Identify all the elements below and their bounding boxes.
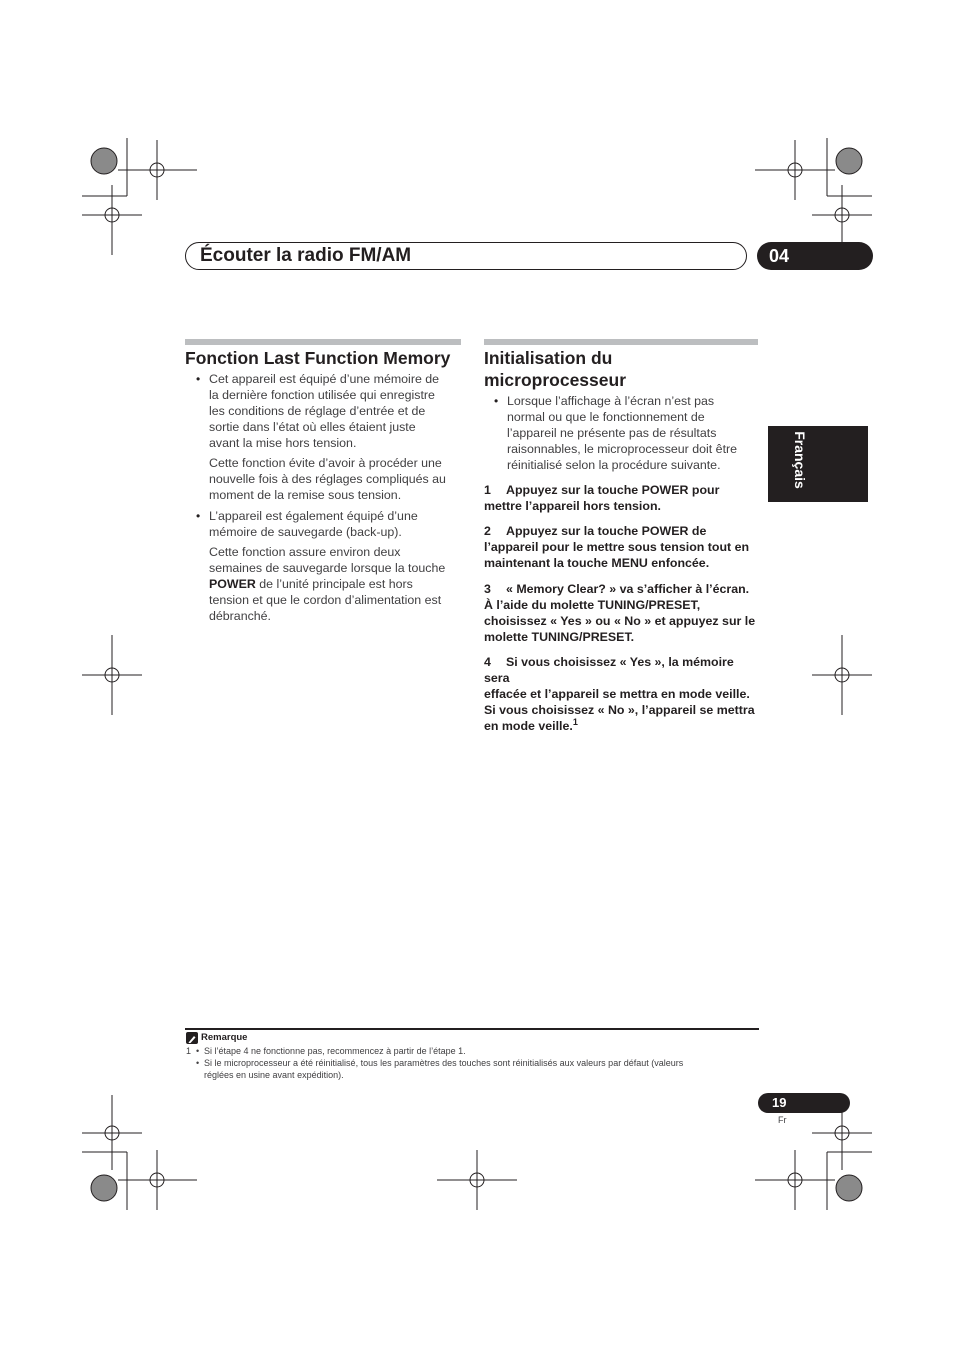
step-4 bbox=[484, 654, 758, 734]
chapter-number-badge: 04 bbox=[757, 242, 873, 270]
footnote-ref[interactable]: 1 bbox=[572, 716, 578, 727]
text-line: normal ou que le fonctionnement de bbox=[507, 410, 705, 424]
text-line: Lorsque l’affichage à l’écran n’est pas bbox=[507, 394, 715, 408]
text-line: Cette fonction assure environ deux bbox=[209, 545, 401, 559]
text-line: Appuyez sur la touche POWER de bbox=[506, 524, 707, 538]
bullet-dot: • bbox=[196, 372, 201, 386]
bullet-reset-intro bbox=[507, 393, 761, 473]
section-rule-left bbox=[185, 339, 461, 345]
page-number: 19 bbox=[758, 1093, 850, 1113]
section-title-line1: Initialisation du bbox=[484, 348, 613, 368]
text-line: débranché. bbox=[209, 609, 272, 623]
bullet-last-function bbox=[209, 371, 465, 451]
text-line: Cet appareil est équipé d’une mémoire de bbox=[209, 372, 440, 386]
section-title-last-function-memory: Fonction Last Function Memory bbox=[185, 348, 451, 368]
text-line: Si vous choisissez « No », l’appareil se mettra bbox=[484, 703, 755, 717]
text-line: nouvelle fois à des réglages compliqués au bbox=[209, 472, 446, 486]
footnote-item-2-cont: réglées en usine avant expédition). bbox=[204, 1070, 344, 1080]
step-1 bbox=[484, 482, 758, 514]
bullet-dot: • bbox=[494, 394, 499, 408]
bullet-dot: • bbox=[196, 509, 201, 523]
text-line: raisonnables, le microprocesseur doit être bbox=[507, 442, 738, 456]
text-line: mémoire de sauvegarde (back-up). bbox=[209, 525, 402, 539]
text-line: mettre l’appareil hors tension. bbox=[484, 499, 661, 513]
text-line: maintenant la touche MENU enfoncée. bbox=[484, 556, 710, 570]
footnote-item-2: Si le microprocesseur a été réinitialisé, tous les paramètres des touches sont réinitialisés aux valeurs par défaut (valeurs bbox=[204, 1058, 684, 1068]
text-line: « Memory Clear? » va s’afficher à l’écran. bbox=[506, 582, 750, 596]
footnote-item-1: Si l’étape 4 ne fonctionne pas, recommencez à partir de l’étape 1. bbox=[204, 1046, 466, 1056]
text-line: sortie dans l’état où elles étaient juste bbox=[209, 420, 416, 434]
section-rule-right bbox=[484, 339, 758, 345]
bullet-backup-memory bbox=[209, 508, 465, 540]
text-line: l’appareil ne présente pas de résultats bbox=[507, 426, 717, 440]
text-line: À l’aide du molette TUNING/PRESET, bbox=[484, 598, 701, 612]
step-number: 2 bbox=[484, 524, 491, 538]
text-line: les conditions de réglage d’entrée et de bbox=[209, 404, 426, 418]
text-line: tension et que le cordon d’alimentation est bbox=[209, 593, 442, 607]
language-tab bbox=[768, 426, 868, 502]
text-line-power bbox=[209, 576, 465, 592]
footnote-number: 1 bbox=[186, 1046, 192, 1056]
text-fragment: de l’unité principale est hors bbox=[255, 577, 413, 591]
text-line: semaines de sauvegarde lorsque la touche bbox=[209, 561, 446, 575]
text-line: moment de la remise sous tension. bbox=[209, 488, 402, 502]
footnote-rule bbox=[185, 1028, 759, 1030]
power-key-label: POWER bbox=[209, 577, 256, 591]
bullet-dot: • bbox=[196, 1058, 200, 1068]
section-title-line2: microprocesseur bbox=[484, 370, 627, 390]
text-line: L’appareil est également équipé d’une bbox=[209, 509, 418, 523]
text-line: effacée et l’appareil se mettra en mode veille. bbox=[484, 687, 750, 701]
text-line: Si vous choisissez « Yes », la mémoire sera bbox=[484, 655, 734, 685]
text-line: Appuyez sur la touche POWER pour bbox=[506, 483, 720, 497]
step-number: 4 bbox=[484, 655, 491, 669]
note-icon bbox=[186, 1032, 198, 1044]
paragraph-last-function-extra bbox=[209, 455, 465, 503]
step-number: 3 bbox=[484, 582, 491, 596]
bullet-dot: • bbox=[196, 1046, 200, 1056]
text-line: choisissez « Yes » ou « No » et appuyez sur le bbox=[484, 614, 756, 628]
footnote-heading: Remarque bbox=[201, 1032, 248, 1043]
text-line: l’appareil pour le mettre sous tension tout en bbox=[484, 540, 750, 554]
step-3 bbox=[484, 581, 758, 645]
text-line: Cette fonction évite d’avoir à procéder une bbox=[209, 456, 442, 470]
chapter-title: Écouter la radio FM/AM bbox=[200, 245, 412, 266]
step-number: 1 bbox=[484, 483, 491, 497]
text-line: avant la mise hors tension. bbox=[209, 436, 357, 450]
page-lang-code: Fr bbox=[778, 1115, 787, 1125]
step-2 bbox=[484, 523, 758, 571]
paragraph-backup-extra bbox=[209, 544, 465, 624]
language-tab-label: Français bbox=[792, 431, 808, 489]
text-line: la dernière fonction utilisée qui enregistre bbox=[209, 388, 435, 402]
text-line: réinitialisé selon la procédure suivante. bbox=[507, 458, 721, 472]
text-line: molette TUNING/PRESET. bbox=[484, 630, 635, 644]
text-line: en mode veille. bbox=[484, 719, 573, 733]
